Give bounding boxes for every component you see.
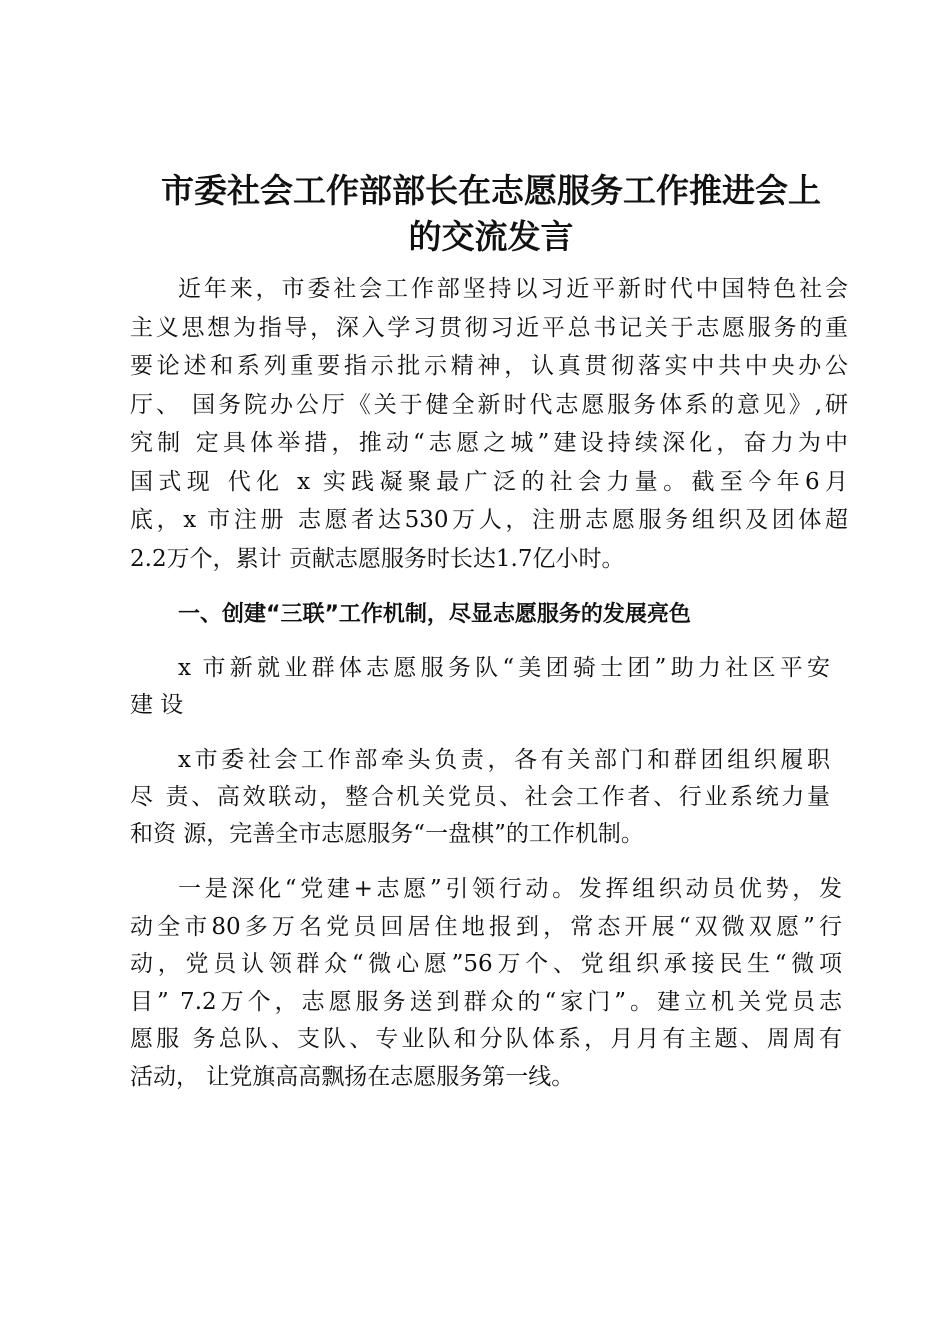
- paragraph-line: 动，党员认领群众“微心愿”56万个、党组织承接民生“微项: [130, 951, 842, 977]
- intro-line: 要论述和系列重要指示批示精神，认真贯彻落实中共中央办公: [130, 353, 848, 379]
- intro-line: 究制 定具体举措，推动“志愿之城”建设持续深化，奋力为中: [130, 430, 848, 456]
- intro-line: 国式现 代化 x 实践凝聚最广泛的社会力量。截至今年6月: [130, 468, 848, 495]
- mechanism-paragraph: [130, 742, 830, 853]
- section-heading-1: 一、创建“三联”工作机制，尽显志愿服务的发展亮色: [178, 602, 691, 627]
- intro-line: 主义思想为指导，深入学习贯彻习近平总书记关于志愿服务的重: [130, 314, 848, 341]
- paragraph-line: 目” 7.2万个，志愿服务送到群众的“家门”。建立机关党员志: [130, 988, 842, 1015]
- paragraph-line: 动全市80多万名党员回居住地报到，常态开展“双微双愿”行: [130, 913, 842, 940]
- caption-line: 建 设: [130, 692, 184, 718]
- title-line-2: 的交流发言: [408, 217, 574, 256]
- caption-line: x 市新就业群体志愿服务队“美团骑士团”助力社区平安: [178, 655, 830, 681]
- paragraph-line: 愿服 务总队、支队、专业队和分队体系，月月有主题、周周有: [130, 1026, 842, 1052]
- intro-line: 近年来，市委社会工作部坚持以习近平新时代中国特色社会: [178, 276, 848, 302]
- party-volunteer-paragraph: [130, 871, 842, 1096]
- paragraph-line: 一是深化“党建+志愿”引领行动。发挥组织动员优势，发: [178, 876, 842, 902]
- intro-line: 厅、 国务院办公厅《关于健全新时代志愿服务体系的意见》,研: [130, 391, 848, 418]
- intro-line: 底，x 市注册 志愿者达530万人，注册志愿服务组织及团体超: [130, 507, 848, 533]
- paragraph-line: 和资 源，完善全市志愿服务“一盘棋”的工作机制。: [130, 821, 644, 847]
- intro-paragraph: [130, 270, 848, 578]
- document-title: [130, 168, 852, 260]
- paragraph-line: x市委社会工作部牵头负责，各有关部门和群团组织履职: [178, 747, 830, 773]
- paragraph-line: 尽 责、高效联动，整合机关党员、社会工作者、行业系统力量: [130, 784, 830, 810]
- intro-line: 2.2万个，累计 贡献志愿服务时长达1.7亿小时。: [130, 545, 625, 572]
- photo-caption: [130, 650, 830, 724]
- title-line-1: 市委社会工作部部长在志愿服务工作推进会上: [161, 171, 821, 210]
- paragraph-line: 活动， 让党旗高高飘扬在志愿服务第一线。: [130, 1063, 575, 1090]
- document-page: [130, 168, 852, 1096]
